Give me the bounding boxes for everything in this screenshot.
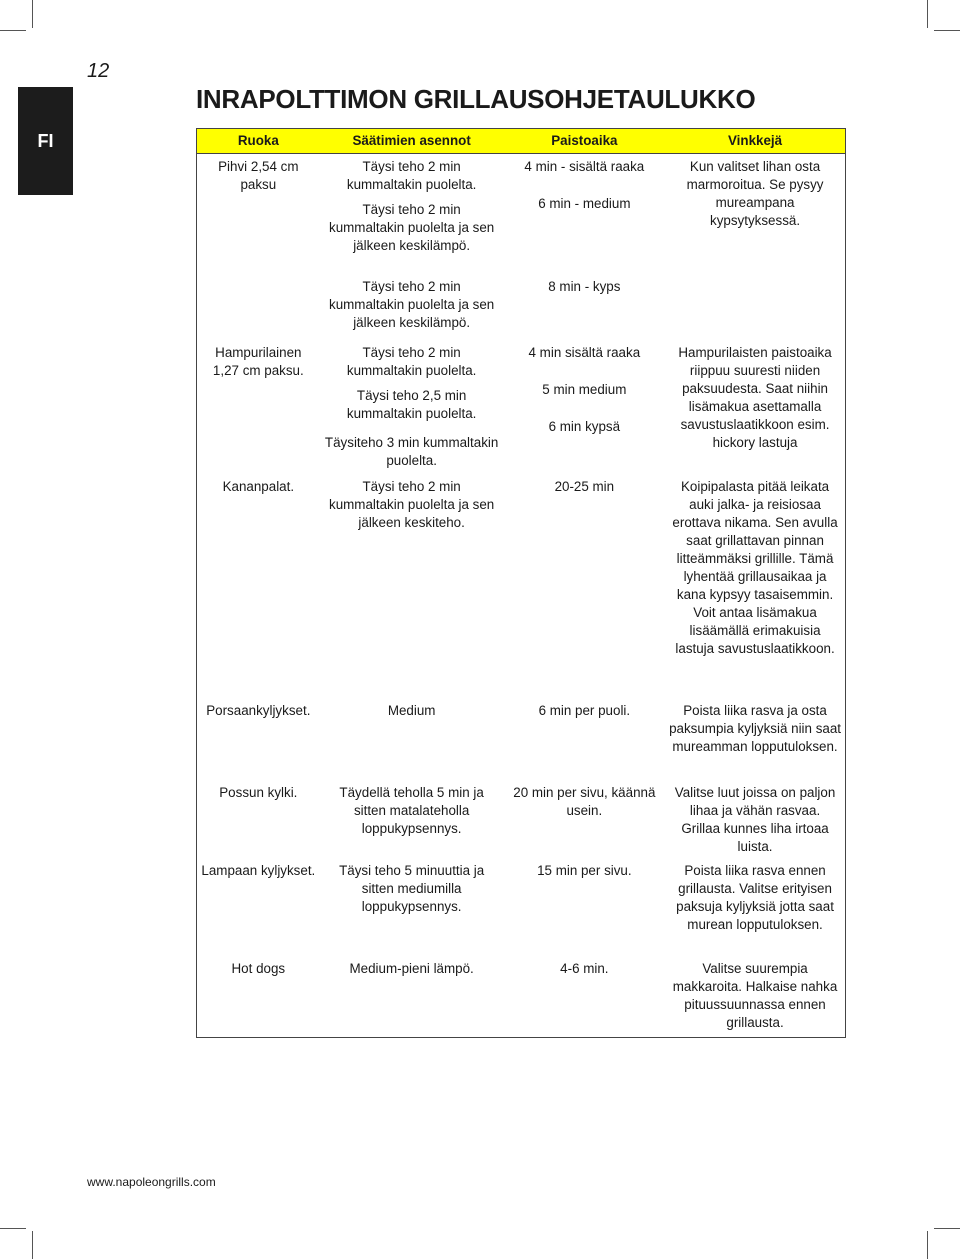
settings-cell (320, 476, 504, 700)
tips-cell (665, 958, 845, 1038)
crop-mark (934, 1228, 960, 1229)
table-row (197, 154, 846, 276)
tips-text: Valitse suurempia makkaroita. Halkaise nahka pituussuunnassa ennen grillausta. (672, 960, 838, 1030)
crop-mark (927, 0, 928, 28)
tips-text: Kun valitset lihan osta marmoroitua. Se pysyy mureampana kypsytyksessä. (686, 159, 824, 228)
cooking-time-cell (504, 958, 665, 1038)
tips-cell (665, 782, 845, 860)
table-row (197, 782, 846, 860)
cooking-time-text: 4-6 min. (560, 960, 609, 976)
settings-cell (320, 154, 504, 276)
food-cell (197, 154, 320, 276)
tips-text: Hampurilaisten paistoaika riippuu suuresti niiden paksuudesta. Saat niihin lisämakua asettamalla savustuslaatikkoon esim. hickory lastuja (678, 344, 832, 450)
tips-cell (665, 276, 845, 342)
food-cell (197, 782, 320, 860)
crop-mark (0, 30, 26, 31)
tips-text: Valitse luut joissa on paljon lihaa ja vähän rasvaa. Grillaa kunnes liha irtoaa luista. (674, 784, 836, 854)
table-row (197, 342, 846, 476)
cooking-time-text: 20-25 min (554, 478, 615, 494)
grilling-chart-table (196, 128, 846, 1038)
settings-text: Täysiteho 3 min kummaltakin puolelta. (324, 434, 499, 468)
cooking-time-text: 6 min - medium (538, 196, 631, 211)
settings-text: Täysi teho 2 min kummaltakin puolelta. (346, 344, 477, 378)
food-text: Kananpalat. (222, 478, 295, 494)
food-cell (197, 958, 320, 1038)
cooking-time-cell (504, 276, 665, 342)
settings-cell (320, 700, 504, 782)
cooking-time-cell (504, 860, 665, 958)
table-row (197, 700, 846, 782)
website-url: www.napoleongrills.com (87, 1175, 216, 1189)
cooking-time-text: 5 min medium (542, 381, 627, 397)
settings-text: Medium (387, 702, 436, 718)
settings-text: Täysi teho 2 min kummaltakin puolelta. (346, 159, 477, 192)
settings-cell (320, 860, 504, 958)
tips-cell (665, 154, 845, 276)
settings-text: Täydellä teholla 5 min ja sitten matalateholla loppukypsennys. (339, 784, 484, 836)
settings-cell (320, 958, 504, 1038)
food-text: Hot dogs (231, 960, 286, 976)
food-text: Hampurilainen 1,27 cm paksu. (212, 344, 304, 378)
food-cell (197, 342, 320, 476)
settings-text: Täysi teho 2 min kummaltakin puolelta ja sen jälkeen keskilämpö. (329, 202, 495, 253)
cooking-time-text: 20 min per sivu, käännä usein. (513, 784, 656, 818)
crop-mark (934, 30, 960, 31)
food-cell (197, 860, 320, 958)
food-text: Possun kylki. (219, 784, 298, 800)
settings-cell (320, 782, 504, 860)
table-body (197, 154, 846, 1038)
cooking-time-text: 8 min - kyps (548, 278, 621, 294)
cooking-time-text: 6 min per puoli. (538, 702, 631, 718)
settings-text: Täysi teho 5 minuuttia ja sitten mediumilla loppukypsennys. (339, 862, 485, 914)
cooking-time-cell (504, 700, 665, 782)
cooking-time-cell (504, 782, 665, 860)
settings-text: Täysi teho 2 min kummaltakin puolelta ja sen jälkeen keskiteho. (329, 478, 495, 530)
cooking-time-cell (504, 154, 665, 276)
table-row (197, 860, 846, 958)
cooking-time-cell (504, 476, 665, 700)
food-cell (197, 700, 320, 782)
crop-mark (927, 1231, 928, 1259)
header-settings: Säätimien asennot (320, 129, 504, 154)
header-cooking-time: Paistoaika (504, 129, 665, 154)
food-cell (197, 276, 320, 342)
tips-text: Poista liika rasva ennen grillausta. Valitse erityisen paksuja kyljyksiä jotta saat murean lopputuloksen. (676, 862, 834, 932)
page-title: INRAPOLTTIMON GRILLAUSOHJETAULUKKO (196, 84, 756, 114)
table-header-row (197, 129, 846, 154)
page-number: 12 (87, 60, 110, 82)
crop-mark (32, 0, 33, 28)
cooking-time-text: 15 min per sivu. (537, 862, 632, 878)
table-row (197, 476, 846, 700)
crop-mark (32, 1231, 33, 1259)
cooking-time-text: 4 min sisältä raaka (528, 344, 641, 360)
tips-cell (665, 860, 845, 958)
settings-cell (320, 276, 504, 342)
crop-mark (0, 1228, 26, 1229)
table-row (197, 958, 846, 1038)
food-text: Porsaankyljykset. (206, 702, 311, 718)
tips-cell (665, 700, 845, 782)
settings-text: Medium-pieni lämpö. (349, 960, 474, 976)
food-cell (197, 476, 320, 700)
table-row (197, 276, 846, 342)
settings-text: Täysi teho 2,5 min kummaltakin puolelta. (346, 387, 477, 421)
food-text: Lampaan kyljykset. (201, 862, 316, 878)
language-tab: FI (18, 87, 73, 195)
tips-cell (665, 342, 845, 476)
tips-text: Poista liika rasva ja osta paksumpia kyljyksiä niin saat mureamman lopputuloksen. (669, 702, 841, 754)
header-food: Ruoka (197, 129, 320, 154)
tips-text: Koipipalasta pitää leikata auki jalka- ja reisiosaa erottava nikama. Sen avulla saat grillattavan pinnan litteämmäksi grillille. Tämä lyhentää grillausaikaa ja kana kypsyy tasaisemmin. Voit antaa lisämakua lisäämällä erimakuisia lastuja savustuslaatikkoon. (672, 478, 838, 656)
cooking-time-text: 6 min kypsä (548, 418, 621, 434)
settings-text: Täysi teho 2 min kummaltakin puolelta ja sen jälkeen keskilämpö. (329, 278, 495, 330)
tips-cell (665, 476, 845, 700)
cooking-time-cell (504, 342, 665, 476)
settings-cell (320, 342, 504, 476)
food-text: Pihvi 2,54 cm paksu (218, 159, 299, 192)
header-tips: Vinkkejä (665, 129, 845, 154)
cooking-time-text: 4 min - sisältä raaka (524, 159, 645, 174)
